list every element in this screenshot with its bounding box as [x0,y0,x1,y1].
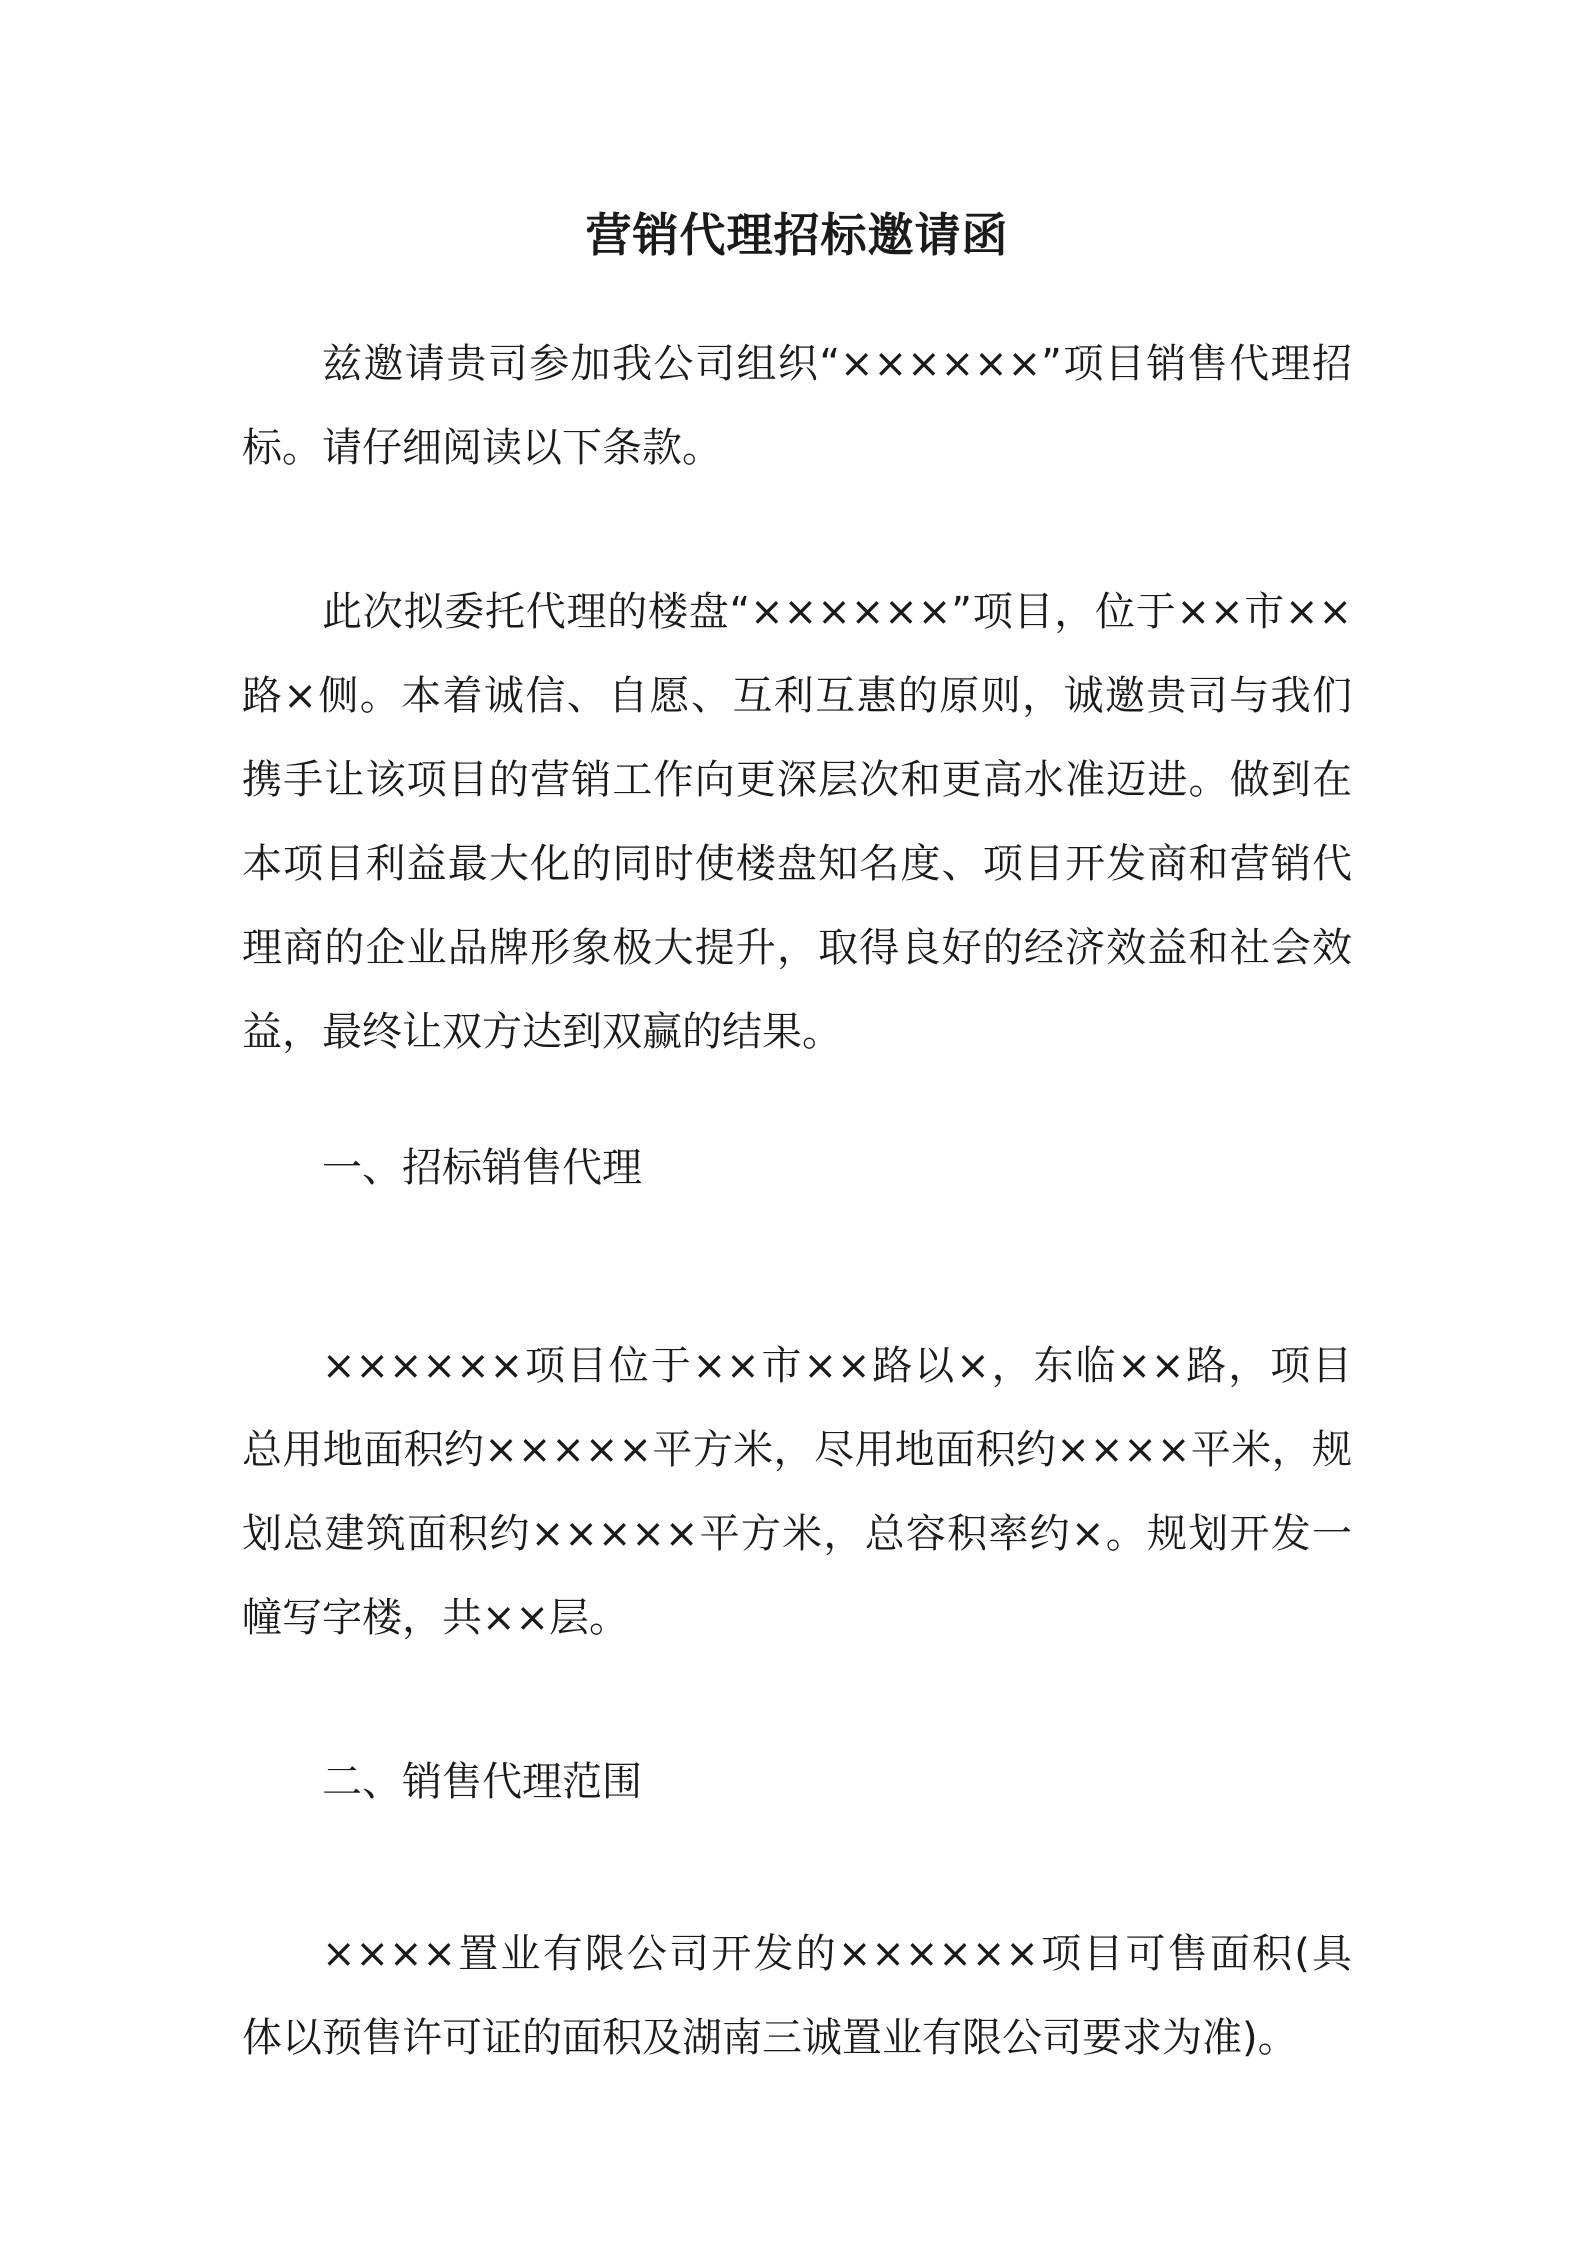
section-2-heading: 二、销售代理范围 [322,1759,642,1805]
background-paragraph: 此次拟委托代理的楼盘“××××××”项目，位于××市××路×侧。本着诚信、自愿、互利互惠的原则，诚邀贵司与我们携手让该项目的营销工作向更深层次和更高水准迈进。做到在本项目利益最大化的同时使楼盘知名度、项目开发商和营销代理商的企业品牌形象极大提升，取得良好的经济效益和社会效益，最终让双方达到双赢的结果。 [242,589,1352,1055]
section-1-heading: 一、招标销售代理 [322,1145,642,1191]
section-1-body: ××××××项目位于××市××路以×，东临××路，项目总用地面积约×××××平方米，尽用地面积约××××平米，规划总建筑面积约×××××平方米，总容积率约×。规划开发一幢写字楼，共××层。 [242,1343,1352,1641]
intro-paragraph: 兹邀请贵司参加我公司组织“××××××”项目销售代理招标。请仔细阅读以下条款。 [242,341,1352,471]
document-title: 营销代理招标邀请函 [585,208,1009,262]
section-2-body: ××××置业有限公司开发的××××××项目可售面积(具体以预售许可证的面积及湖南三诚置业有限公司要求为准)。 [242,1931,1352,2061]
